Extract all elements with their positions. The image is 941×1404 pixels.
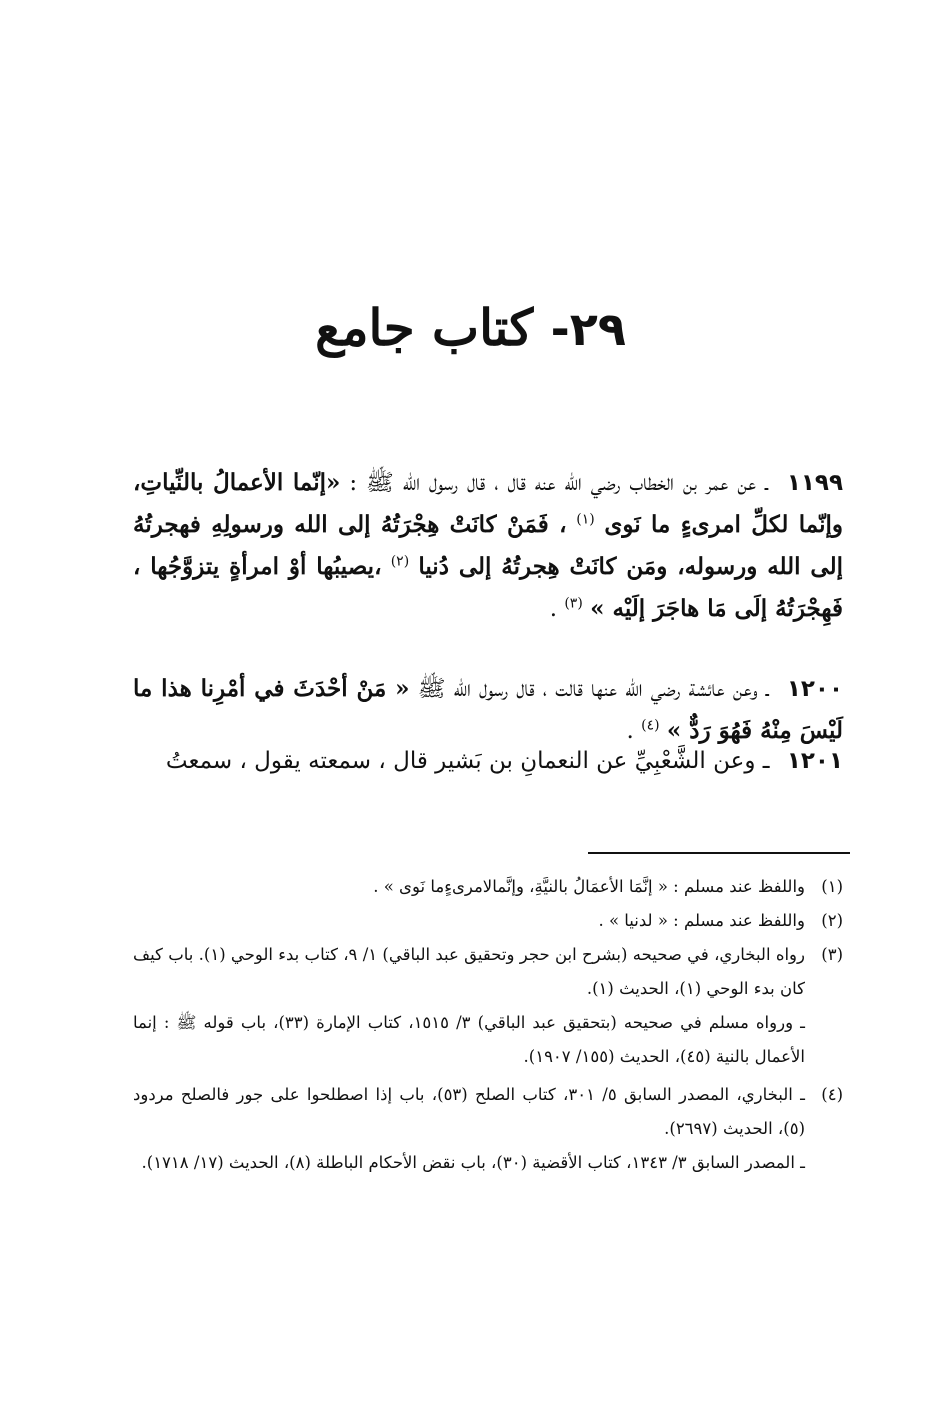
- hadith-intro: ـ وعن الشَّعْبِيِّ عن النعمانِ بن بَشير قال ، سمعته يقول ، سمعتُ: [165, 748, 770, 774]
- footnote-ref: (١): [576, 511, 595, 528]
- hadith-intro: ـ وعن عائشة رضي الله عنها قالت ، قال رسول الله ﷺ: [417, 676, 769, 702]
- hadith-number: ١١٩٩: [786, 470, 843, 496]
- hadith-number: ١٢٠١: [786, 748, 843, 774]
- hadith-number: ١٢٠٠: [786, 676, 844, 702]
- hadith-quote: « مَنْ أحْدَثَ في أمْرِنا هذا ما لَيْسَ مِنْهُ فَهُوَ رَدٌّ »: [133, 675, 843, 744]
- footnote-1: [133, 870, 843, 904]
- footnote-marker: (٣): [821, 945, 843, 964]
- hadith-tail: .: [626, 718, 634, 744]
- footnote-marker: (٤): [821, 1085, 843, 1104]
- footnotes: [133, 870, 843, 1180]
- hadith-quote: «إنّما الأعمالُ بالنِّياتِ، وإنّما لكلِّ امرىءٍ ما نَوى: [133, 469, 843, 538]
- footnote-text: واللفظ عند مسلم : « إنَّمَا الأعمَالُ بالنيَّةِ، وإنَّمالامرىءٍما نَوى » .: [373, 877, 805, 896]
- hadith-1199: [133, 462, 843, 630]
- footnote-3-continuation: ـ ورواه مسلم في صحيحه (بتحقيق عبد الباقي) ٣/ ١٥١٥، كتاب الإمارة (٣٣)، باب قوله ﷺ : إنما الأعمال بالنية (٤٥)، الحديث (١٥٥/ ١٩٠٧).: [133, 1013, 805, 1066]
- footnote-divider: [588, 852, 850, 854]
- footnote-text: واللفظ عند مسلم : « لدنيا » .: [598, 911, 805, 930]
- footnote-text: رواه البخاري، في صحيحه (بشرح ابن حجر وتحقيق عبد الباقي) ١/ ٩، كتاب بدء الوحي (١). باب كيف كان بدء الوحي (١)، الحديث (١).: [133, 945, 805, 998]
- hadith-tail: .: [549, 596, 558, 622]
- footnote-ref: (٣): [564, 595, 583, 612]
- hadith-intro: ـ عن عمر بن الخطاب رضي الله عنه قال ، قال رسول الله ﷺ :: [349, 470, 768, 496]
- footnote-marker: (٢): [821, 911, 843, 930]
- footnote-ref: (٢): [390, 553, 410, 570]
- footnote-ref: (٤): [641, 717, 660, 734]
- footnote-4: [133, 1078, 843, 1146]
- hadith-quote-end: ،يصيبُها أوْ امرأةٍ يتزوَّجُها ، فَهِجْرَتُهُ إلَى مَا هاجَرَ إلَيْه »: [133, 553, 843, 622]
- footnote-2: [133, 904, 843, 938]
- footnote-marker: (١): [821, 877, 843, 896]
- hadith-quote-continued: ، فَمَنْ كانَتْ هِجْرَتُهُ إلى الله ورسولِهِ فهجرتُهُ إلى الله ورسوله، ومَن كانَتْ هِجرتُهُ إلى دُنيا: [133, 511, 843, 580]
- footnote-3: [133, 938, 843, 1006]
- footnote-4-continuation: ـ المصدر السابق ٣/ ١٣٤٣، كتاب الأقضية (٣٠)، باب نقض الأحكام الباطلة (٨)، الحديث (١٧/ ١٧١٨).: [141, 1153, 805, 1172]
- footnote-text: ـ البخاري، المصدر السابق ٥/ ٣٠١، كتاب الصلح (٥٣)، باب إذا اصطلحوا على جور فالصلح مردود (٥)، الحديث (٢٦٩٧).: [133, 1085, 805, 1138]
- chapter-number: ٢٩-: [550, 302, 626, 356]
- chapter-heading: [250, 288, 691, 369]
- chapter-title: كتاب جامع: [315, 298, 534, 357]
- hadith-1201: [133, 740, 843, 782]
